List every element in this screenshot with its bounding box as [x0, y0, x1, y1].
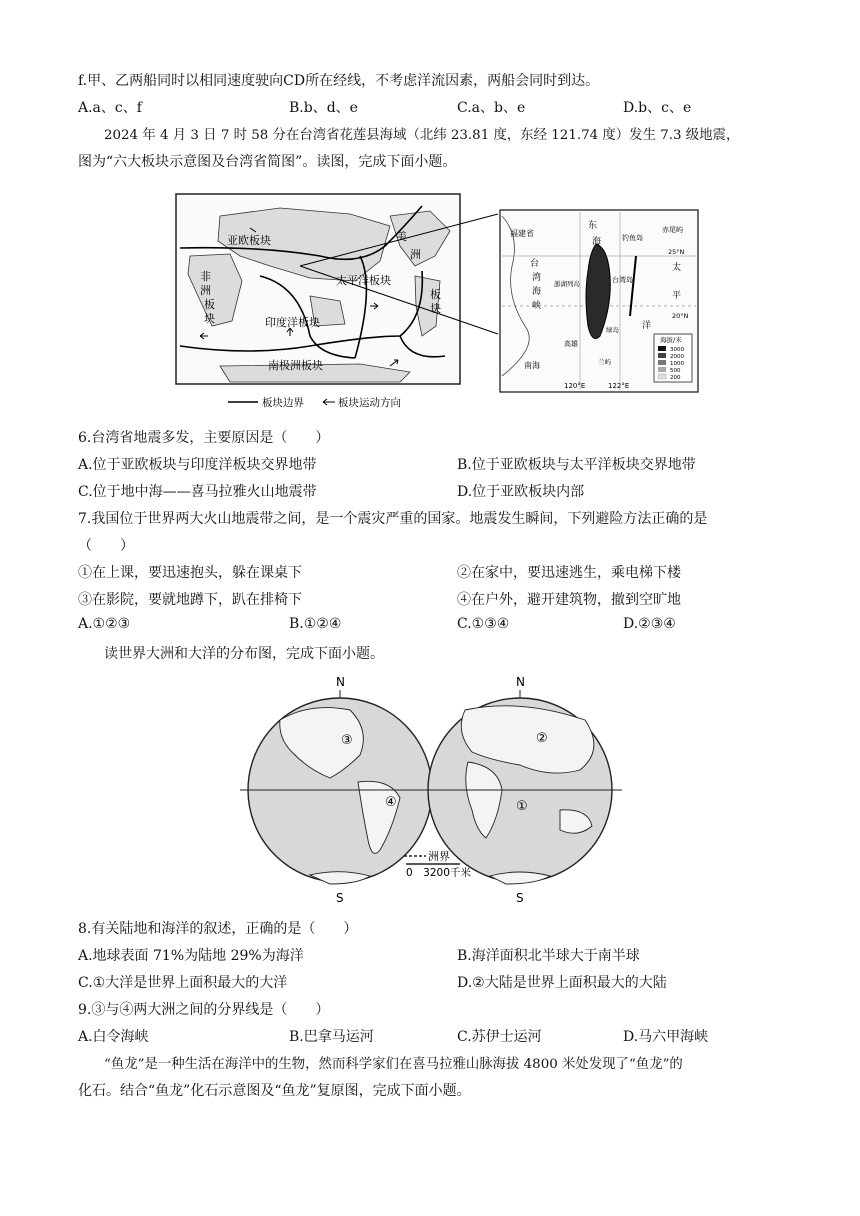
- label-african-2: 洲: [200, 284, 211, 297]
- legend-motion-label: 板块运动方向: [338, 397, 401, 409]
- q9-option-d: D.马六甲海峡: [623, 1029, 709, 1045]
- q9-option-b: B.巴拿马运河: [289, 1029, 374, 1045]
- label-122e: 122°E: [608, 382, 630, 390]
- label-strait-1: 台: [530, 259, 540, 269]
- taiwan-map: [500, 210, 698, 392]
- q6-option-d: D.位于亚欧板块内部: [457, 484, 585, 500]
- label-african-1: 非: [200, 270, 211, 283]
- label-kaohsiung: 高雄: [564, 340, 578, 348]
- label-indian-plate: 印度洋板块: [265, 316, 320, 329]
- q7-option-d: D.②③④: [623, 616, 676, 632]
- q7-item-4: ④在户外，避开建筑物，撤到空旷地: [457, 592, 681, 608]
- q5-option-a: A.a、c、f: [78, 100, 142, 116]
- q8-option-c: C.①大洋是世界上面积最大的大洋: [78, 975, 288, 991]
- q8-option-d: D.②大陆是世界上面积最大的大陆: [457, 975, 667, 991]
- north-label-right: N: [516, 675, 525, 689]
- scale-label: 0 3200千米: [406, 867, 471, 879]
- label-pacific-3: 洋: [642, 321, 652, 331]
- q6-option-c: C.位于地中海——喜马拉雅火山地震带: [78, 484, 317, 500]
- label-african-4: 块: [204, 312, 215, 325]
- label-fujian: 福建省: [510, 229, 534, 238]
- intro-earthquake-line2: 图为“六大板块示意图及台湾省简图”。读图，完成下面小题。: [78, 154, 457, 170]
- label-pacific-plate: 太平洋板块: [336, 274, 391, 287]
- south-label-left: S: [336, 891, 344, 905]
- q7-item-3: ③在影院，要就地蹲下，趴在排椅下: [78, 592, 302, 608]
- world-plate-map: [176, 194, 460, 384]
- label-americas-plate-2: 块: [430, 302, 441, 315]
- marker-3: ③: [341, 733, 353, 748]
- intro-ichthyosaur-line2: 化石。结合“鱼龙”化石示意图及“鱼龙”复原图，完成下面小题。: [78, 1083, 471, 1099]
- q8-option-b: B.海洋面积北半球大于南半球: [457, 948, 640, 964]
- label-chiwei: 赤尾屿: [662, 226, 683, 234]
- marker-1: ①: [516, 799, 528, 814]
- south-label-right: S: [516, 891, 524, 905]
- label-strait-3: 海: [532, 287, 542, 297]
- q7-option-c: C.①③④: [457, 616, 510, 632]
- world-map-figure: [240, 670, 622, 906]
- intro-earthquake-line1: 2024 年 4 月 3 日 7 时 58 分在台湾省花莲县海域（北纬 23.81 度，东经 121.74 度）发生 7.3 级地震，: [104, 128, 740, 143]
- label-eurasian-plate: 亚欧板块: [227, 234, 271, 247]
- legend-boundary-label: 板块边界: [262, 397, 304, 409]
- label-antarctic-plate: 南极洲板块: [268, 359, 323, 372]
- label-lanyu: 兰屿: [598, 358, 611, 366]
- intro-world-map: 读世界大洲和大洋的分布图，完成下面小题。: [104, 646, 384, 662]
- label-americas-1: 美: [396, 230, 407, 243]
- label-ludao: 绿岛: [606, 326, 619, 334]
- elevation-value: 2000: [670, 354, 684, 360]
- label-25n: 25°N: [668, 248, 685, 256]
- q7-stem-line1: 7.我国位于世界两大火山地震带之间，是一个震灾严重的国家。地震发生瞬间，下列避险方法正确的是: [78, 511, 708, 527]
- q6-stem: 6.台湾省地震多发，主要原因是（ ）: [78, 430, 330, 446]
- marker-2: ②: [536, 731, 548, 746]
- elevation-value: 3000: [670, 347, 684, 353]
- label-taiwan-island: 台湾岛: [612, 276, 633, 284]
- q7-item-1: ①在上课，要迅速抱头，躲在课桌下: [78, 565, 302, 581]
- label-americas-plate-1: 板: [430, 288, 441, 301]
- label-pacific-1: 太: [672, 263, 682, 273]
- label-americas-2: 洲: [410, 248, 421, 261]
- label-penghu: 澎湖列岛: [554, 280, 580, 288]
- elevation-value: 200: [670, 375, 681, 381]
- q9-option-a: A.白令海峡: [78, 1029, 149, 1045]
- label-east-2: 海: [592, 237, 602, 247]
- label-20n: 20°N: [672, 312, 689, 320]
- q6-option-a: A.位于亚欧板块与印度洋板块交界地带: [78, 457, 317, 473]
- scale-title: 洲界: [428, 850, 450, 863]
- marker-4: ④: [385, 795, 397, 810]
- label-strait-2: 湾: [532, 273, 542, 283]
- q7-stem-line2: （ ）: [78, 538, 134, 554]
- q9-option-c: C.苏伊士运河: [457, 1029, 542, 1045]
- legend-arrow-icon: [323, 399, 335, 405]
- q8-option-a: A.地球表面 71%为陆地 29%为海洋: [78, 948, 304, 964]
- elevation-value: 1000: [670, 361, 684, 367]
- intro-ichthyosaur-line1: “鱼龙”是一种生活在海洋中的生物，然而科学家们在喜马拉雅山脉海拔 4800 米处发现了“鱼龙”的: [104, 1057, 683, 1072]
- q7-option-b: B.①②④: [289, 616, 342, 632]
- q7-item-2: ②在家中，要迅速逃生，乘电梯下楼: [457, 565, 681, 581]
- elevation-legend-title: 海拔/米: [660, 336, 682, 344]
- north-label-left: N: [336, 675, 345, 689]
- q5-option-d: D.b、c、e: [623, 100, 692, 116]
- q5-option-b: B.b、d、e: [289, 100, 358, 116]
- label-120e: 120°E: [564, 382, 586, 390]
- q5-statement-f: f.甲、乙两船同时以相同速度驶向CD所在经线，不考虑洋流因素，两船会同时到达。: [78, 73, 600, 89]
- label-strait-4: 峡: [532, 301, 542, 311]
- q9-stem: 9.③与④两大洲之间的分界线是（ ）: [78, 1002, 330, 1018]
- label-diaoyu: 钓鱼岛: [622, 234, 643, 242]
- q5-option-c: C.a、b、e: [457, 100, 526, 116]
- plate-map-figure: [160, 186, 705, 414]
- label-african-3: 板: [204, 298, 215, 311]
- label-pacific-2: 平: [672, 291, 682, 301]
- q8-stem: 8.有关陆地和海洋的叙述，正确的是（ ）: [78, 921, 358, 937]
- elevation-value: 500: [670, 368, 681, 374]
- label-south-sea: 南海: [524, 361, 540, 370]
- q7-option-a: A.①②③: [78, 616, 131, 632]
- label-east-1: 东: [588, 221, 598, 231]
- q6-option-b: B.位于亚欧板块与太平洋板块交界地带: [457, 457, 696, 473]
